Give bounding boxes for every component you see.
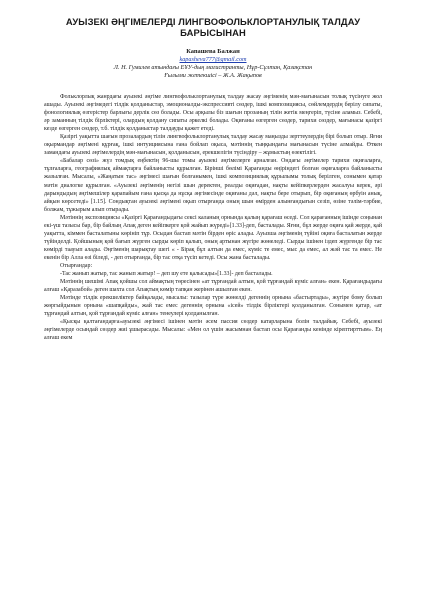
author-affiliation: Л. Н. Гумилев атындағы ЕҰУ-дың магистранты, Нұр-Сұлтан, Қазақстан: [113, 64, 313, 71]
paragraph: -Тас жанып жатыр, тас жанып жатыр! – деп шу ете қалысады»[1.33]- деп басталады.: [60, 271, 273, 278]
paragraph: «Қысқы қалтағандарға»ауызекі әңгімесі ішінен мәтін әсем пассия сөздер катарларына болін талдайық. Себебі, ауызекі әңгімелерде осындай сөздер жиі ұшырасады. Мысалы: «Мен ол үшін жасымнан бастап осы Қарағанды кенінде кірептирттым». Ең алғаш екем: [44, 319, 382, 342]
paragraph: Мәтіннің шешімі Апақ қойшы сол аймақтың төресінен «ат тұрғандай алтын, қой тұрғандай күміс алған» екен. Қарағандыдағы алғаш «Қаразабой» деген шахта сол Апақтың көмір тапқан жерінен ашылған екен.: [44, 279, 382, 294]
paragraph: Отырғандар:: [60, 262, 93, 269]
paragraph: Мәтінде тілдік ерекшеліктер байқалады, мысалы: тазылар түре жөнелді дегеннің орнына «бастыртады», жүгіре бому болып жөргыйдынын орнына «шапқайды», жай тас емес дегеннің орнына «ісей» тілдік бірліктері қолданылған. Сонымен қатар, «ат тұрғандай алтын, қой тұрғандай күміс алған» тенеулері қолданылған.: [44, 295, 382, 318]
paragraph: Қазіргі уақытта шағын прозалардың тілін лингвофольклортанулық талдау жасау маңызды зерттеулердің бірі болып отыр. Яғни оқырмандар әңгімені құрғақ, ішкі интуициясына ғана бойлап оқыса, мәтіннің тыңқындағы мағынасын түсіне алмайды. Өткен замандағы ауызекі әңгімелердің мән-мағынасын, қолданысын, ерекшелігін түсіндіру – жұмыстың өзектілігі.: [44, 134, 382, 157]
scientific-supervisor: Ғылыми жетекшісі – Ж.А. Жақыпов: [164, 72, 262, 79]
paragraph: «Бабалар сөзі» жүз томдық еңбектің 96-шы томы ауызекі әңгімелерге арналған. Ондағы әңгімелер тарихи оқиғаларға, тұлғаларға, географиялық аймақтарға байланысты құрылған. Бірінші бөлімі Қарағанды өңіріндегі болған оқиғаларға байланысты жазылған. Мысалы, «Жаңатын тас» әңгімесі шағын болғанымен, ішкі композициялық құрылымы толық берілген, сонымен қатар мәтін диалогке құрылған. «Ауызекі әңгіменің негізі шын деректен, реалды оқиғадан, нақты кейіпкерлерден жасалуы керек, әрі дарындыдың әңгімешілер қарапайым ғана қысқа да нұсқа әңгімесінде оқиғаны дәл, нақты бере отырып, бір оқиғаның өрбуін анық, айқын көрсетеді» [1.15]. Сондықтан ауызекі әңгімені оқып отырғанда оның шын өмірден алынғандығын сезіп, өзіне тәлім-тәрбие, болжам, тұжырым алып отырады.: [44, 158, 382, 213]
paragraph: Мәтіннің экспозициясы «Қазіргі Қарағандыдағы сексі каланың орнында қалың қарағаш өседі. Сол қарағанның ішінде соңынан екі-үш тазысы бар, бір байлың Апақ деген кейіпкерге қой жайып жүреді»[1.33]-деп, басталады. Яғни, бұл жерде оқиға қай жерде, қай уақытта, кіммен басталатыны көрініп тұр. Осыдан бастап мәтін бірден өріс алады. Ауызша әңгіменің түйіні оқиға басталатын жерде түйінделді. Қойшының қой бағып жүрген сырды көріп қалып, оның артынан жүгіре жөнеледі. Сырды ішінен іздеп жүргенде бір тас көмірді таауып алады. Әңгіменің шарықтау шегі « - Бірақ бұл алтын да емес, күміс те емес, мыс да емес, ал жәй тас та емес. Не екенін бір Алла өзі біледі, - деп отырғанда, бір тас отқа түсіп кетеді. Осы жана басталады.: [44, 214, 382, 261]
document-title: АУЫЗЕКІ ӘҢГІМЕЛЕРДІ ЛИНГВОФОЛЬКЛОРТАНУЛЫҚ ТАЛДАУ БАРЫСЫНАН: [65, 16, 361, 38]
document-body: [44, 93, 382, 342]
author-name: Капашева Балжан: [186, 48, 240, 55]
paragraph: Фольклорлық жанрдағы ауызекі әңгіме лингвофольклортанулық талдау жасау әңгіменің мән-мағынасын толық түсінуге жол ашады. Ауызекі әңгімедегі тілдік қолданыстар, эмоционалды-экспрессивті сөздер, ішкі композициясы, сөйлемдердің берілу сипаты, фонологиялық өзгерістер барлығы дерлік сөз болады. Осы арқылы біз шағын прозаның тілін жетік меңгеріп, түсіне аламыз. Себебі, әр заманның тілдік бірліктері, олардың қолдану сипаты әркелкі болады. Оқиғаны өзгерген сөздер, тарихи сөздер, мағынасы қазіргі кезде өзгерген сөздер, т.б. тілдік қолданыстар талдауды қажет етеді.: [44, 94, 382, 133]
author-email-link[interactable]: kapasheva777@gmail.com: [179, 56, 247, 63]
